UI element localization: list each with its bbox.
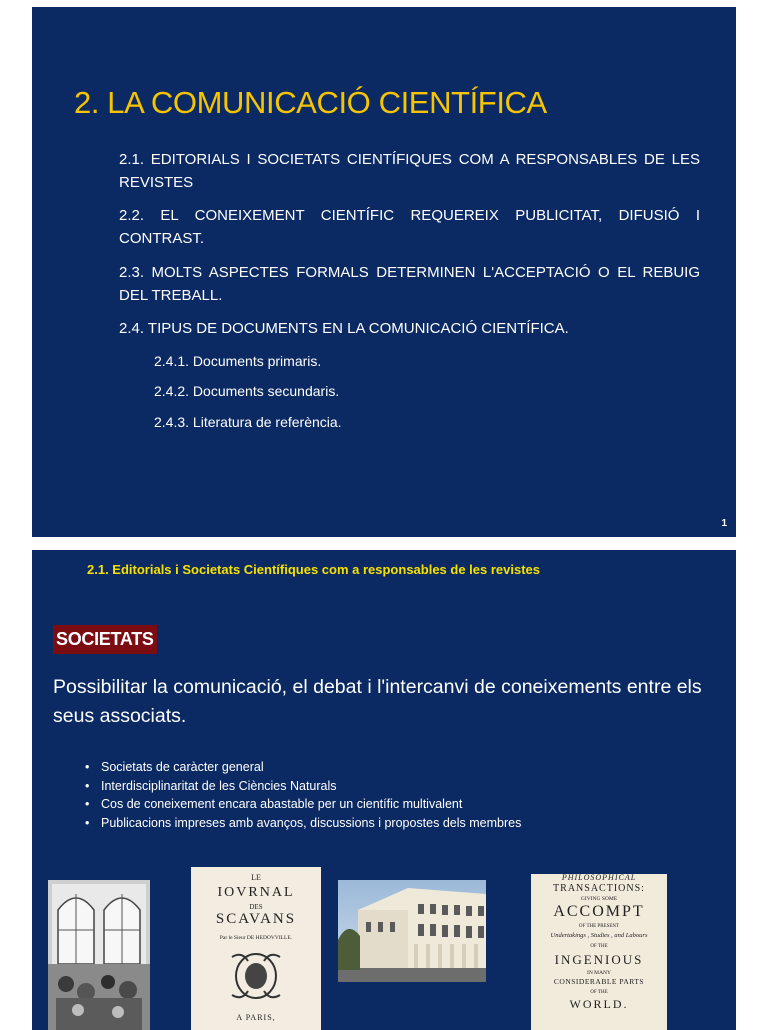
bullet-item: • Interdisciplinaritat de les Ciències Naturals: [85, 777, 521, 796]
bullet-list: [85, 758, 521, 832]
society-building-image: [338, 880, 486, 982]
toc-item-2-2: 2.2. EL CONEIXEMENT CIENTÍFIC REQUEREIX PUBLICITAT, DIFUSIÓ I CONTRAST.: [119, 207, 700, 247]
cover-text: IN MANY: [587, 970, 611, 976]
page-number: 1: [721, 518, 727, 529]
academy-engraving-image: [48, 880, 150, 1030]
section-header: 2.1. Editorials i Societats Científiques com a responsables de les revistes: [87, 562, 541, 577]
cover-text: INGENIOUS: [554, 952, 644, 967]
ornament-icon: [228, 947, 284, 1005]
societats-badge: SOCIETATS: [53, 625, 157, 654]
cover-text: PHILOSOPHICAL: [561, 874, 637, 882]
bullet-item: • Societats de caràcter general: [85, 758, 521, 777]
cover-text: OF THE: [590, 944, 608, 949]
cover-text: A PARIS,: [236, 1013, 276, 1022]
lead-text: Possibilitar la comunicació, el debat i l'intercanvi de coneixements entre els seus associats.: [53, 676, 702, 727]
toc-item-2-1: 2.1. EDITORIALS I SOCIETATS CIENTÍFIQUES COM A RESPONSABLES DE LES REVISTES: [119, 151, 700, 191]
cover-text: GIVING SOME: [580, 896, 618, 902]
cover-text: Undertakings , Studies , and Labours: [550, 932, 648, 939]
journal-des-scavans-cover-image: [191, 867, 321, 1030]
toc-item-2-4: 2.4. TIPUS DE DOCUMENTS EN LA COMUNICACIÓ CIENTÍFICA.: [119, 320, 569, 337]
slide-1: [32, 7, 736, 537]
toc-item-2-3: 2.3. MOLTS ASPECTES FORMALS DETERMINEN L'ACCEPTACIÓ O EL REBUIG DEL TREBALL.: [119, 264, 700, 304]
slide-title: 2. LA COMUNICACIÓ CIENTÍFICA: [74, 85, 547, 120]
cover-text: CONSIDERABLE PARTS: [553, 977, 645, 986]
cover-text: IOVRNAL: [217, 885, 295, 900]
cover-text: ACCOMPT: [553, 903, 645, 920]
philosophical-transactions-cover-image: [531, 874, 667, 1030]
cover-text: OF THE PRESENT: [578, 924, 620, 929]
cover-text: OF THE: [590, 990, 608, 995]
bullet-item: • Cos de coneixement encara abastable per un científic multivalent: [85, 795, 521, 814]
bullet-item: • Publicacions impreses amb avanços, discussions i propostes dels membres: [85, 814, 521, 833]
cover-text: WORLD.: [569, 997, 629, 1011]
toc-subitem-2-4-2: 2.4.2. Documents secundaris.: [154, 383, 340, 399]
cover-text: SCAVANS: [215, 911, 297, 927]
cover-text: Par le Sieur DE HEDOVVILLE.: [219, 935, 293, 941]
cover-text: LE: [251, 873, 261, 882]
toc-subitem-2-4-1: 2.4.1. Documents primaris.: [154, 353, 322, 369]
toc-subitem-2-4-3: 2.4.3. Literatura de referència.: [154, 414, 342, 430]
cover-text: TRANSACTIONS:: [553, 883, 645, 894]
slide-2: [32, 550, 736, 1030]
cover-text: DES: [249, 903, 263, 911]
